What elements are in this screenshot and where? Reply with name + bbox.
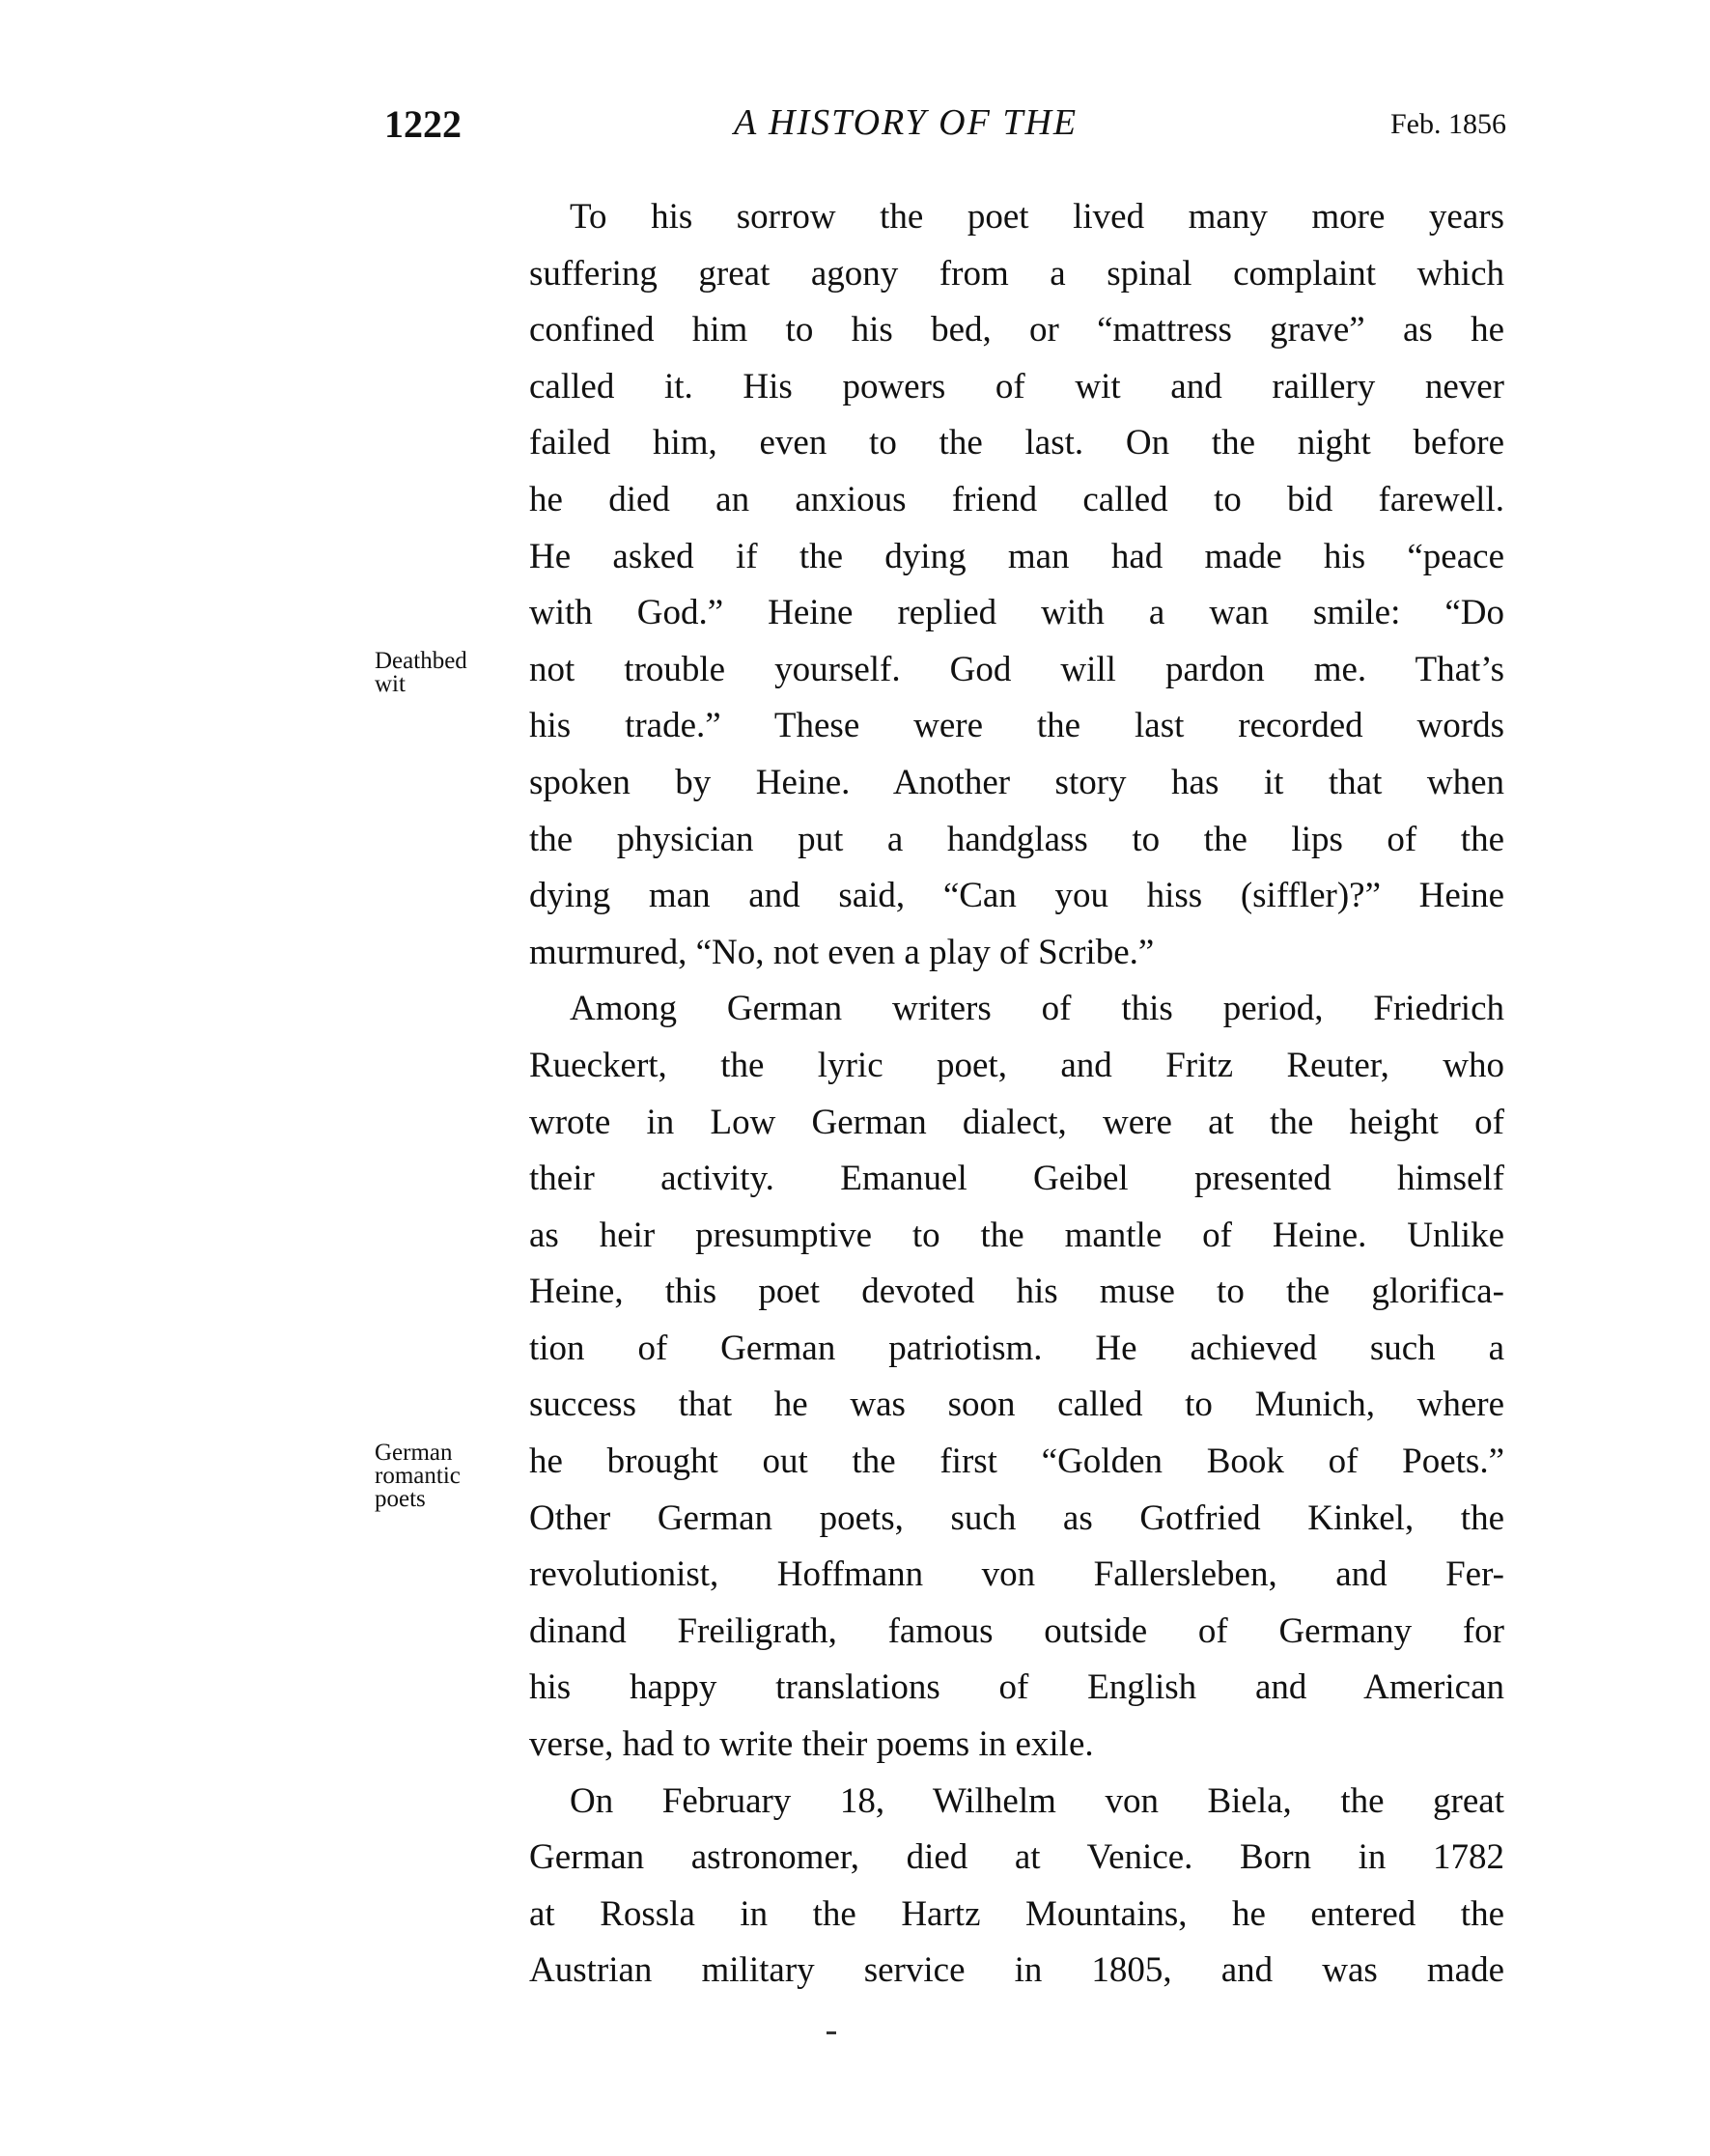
text-line: failed him, even to the last. On the night before xyxy=(529,423,1504,463)
text-line: his trade.” These were the last recorded words xyxy=(529,706,1504,746)
text-line: dying man and said, “Can you hiss (siffler)?” Heine xyxy=(529,876,1504,916)
text-line: verse, had to write their poems in exile. xyxy=(529,1724,1094,1765)
text-line: On February 18, Wilhelm von Biela, the great xyxy=(570,1780,1504,1821)
text-line: called it. His powers of wit and raillery never xyxy=(529,366,1504,406)
text-line: He asked if the dying man had made his “peace xyxy=(529,536,1504,576)
text-line: Among German writers of this period, Friedrich xyxy=(570,989,1504,1029)
text-line: his happy translations of English and American xyxy=(529,1667,1504,1708)
running-title: A HISTORY OF THE xyxy=(734,102,1079,143)
text-line: spoken by Heine. Another story has it that when xyxy=(529,762,1504,802)
text-line: as heir presumptive to the mantle of Heine. Unlike xyxy=(529,1215,1504,1255)
text-line: dinand Freiligrath, famous outside of Germany for xyxy=(529,1610,1504,1651)
text-line: the physician put a handglass to the lips of the xyxy=(529,819,1504,859)
text-line: revolutionist, Hoffmann von Fallersleben, and Fer- xyxy=(529,1554,1504,1595)
text-line: tion of German patriotism. He achieved such a xyxy=(529,1328,1504,1368)
text-line: murmured, “No, not even a play of Scribe.” xyxy=(529,932,1155,972)
text-line: suffering great agony from a spinal complaint which xyxy=(529,253,1504,294)
running-date: Feb. 1856 xyxy=(1390,108,1506,140)
text-line: success that he was soon called to Munich, where xyxy=(529,1385,1504,1425)
text-line: confined him to his bed, or “mattress grave” as he xyxy=(529,310,1504,350)
text-line: wrote in Low German dialect, were at the height of xyxy=(529,1102,1504,1142)
margin-note xyxy=(375,1442,461,1511)
text-line: at Rossla in the Hartz Mountains, he entered the xyxy=(529,1893,1504,1934)
margin-note-line: poets xyxy=(375,1486,426,1513)
text-line: Rueckert, the lyric poet, and Fritz Reuter, who xyxy=(529,1045,1504,1085)
page-number: 1222 xyxy=(384,102,462,146)
text-line: he died an anxious friend called to bid farewell. xyxy=(529,479,1504,519)
margin-note-line: romantic xyxy=(375,1463,461,1490)
text-line: with God.” Heine replied with a wan smile: “Do xyxy=(529,593,1504,633)
text-line: he brought out the first “Golden Book of Poets.” xyxy=(529,1442,1504,1482)
margin-note-line: wit xyxy=(375,670,406,697)
text-line: Heine, this poet devoted his muse to the glorifica- xyxy=(529,1272,1504,1312)
margin-note-line: German xyxy=(375,1440,453,1467)
text-line: To his sorrow the poet lived many more years xyxy=(570,197,1504,237)
text-line: not trouble yourself. God will pardon me. That’s xyxy=(529,649,1504,689)
text-line: their activity. Emanuel Geibel presented himself xyxy=(529,1159,1504,1199)
text-line: Austrian military service in 1805, and was made xyxy=(529,1950,1504,1991)
stray-mark xyxy=(827,2031,836,2034)
text-line: German astronomer, died at Venice. Born in 1782 xyxy=(529,1837,1504,1878)
text-line: Other German poets, such as Gotfried Kinkel, the xyxy=(529,1498,1504,1538)
margin-note xyxy=(375,647,467,697)
margin-note-line: Deathbed xyxy=(375,647,467,674)
body-text xyxy=(529,189,1504,2000)
